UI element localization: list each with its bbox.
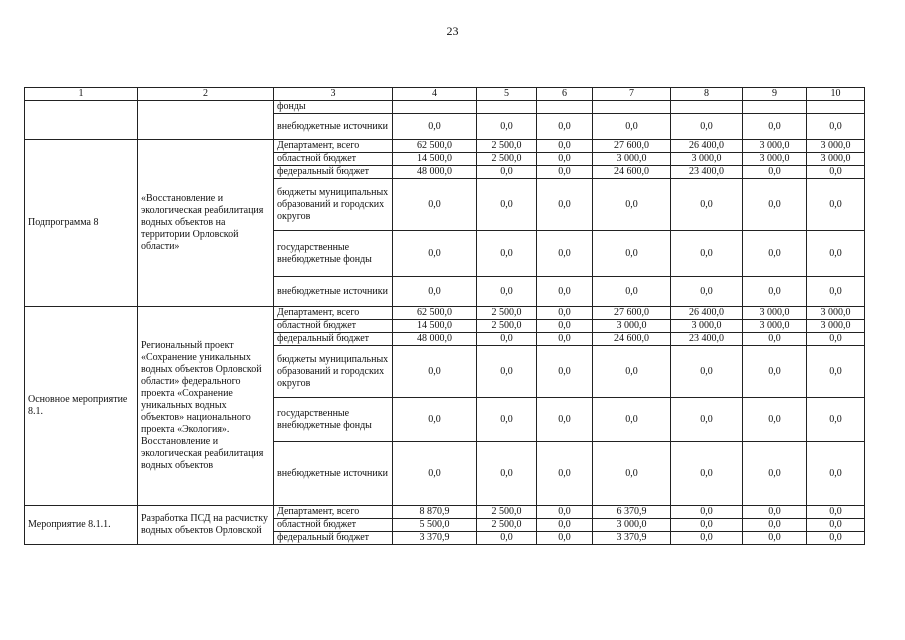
- funding-source-cell: государственные внебюджетные фонды: [274, 231, 393, 277]
- amount-cell: 0,0: [593, 231, 671, 277]
- amount-cell: 0,0: [671, 179, 743, 231]
- table-body: [25, 88, 865, 545]
- amount-cell: 0,0: [477, 398, 537, 442]
- amount-cell: 23 400,0: [671, 333, 743, 346]
- amount-cell: 0,0: [393, 346, 477, 398]
- amount-cell: 3 000,0: [593, 519, 671, 532]
- amount-cell: 0,0: [477, 346, 537, 398]
- amount-cell: 0,0: [743, 519, 807, 532]
- amount-cell: 24 600,0: [593, 333, 671, 346]
- amount-cell: 62 500,0: [393, 307, 477, 320]
- amount-cell: 0,0: [807, 519, 865, 532]
- page-number: 23: [446, 24, 459, 38]
- activity-description-cell: Региональный проект «Сохранение уникальных водных объектов Орловской области» федерального проекта «Сохранение уникальных водных объектов» национального проекта «Экология». Восстановление и экологическая реабилитация водных объектов: [138, 307, 274, 506]
- amount-cell: 0,0: [537, 519, 593, 532]
- amount-cell: 0,0: [537, 333, 593, 346]
- amount-cell: 3 000,0: [593, 320, 671, 333]
- amount-cell: 26 400,0: [671, 140, 743, 153]
- amount-cell: 0,0: [477, 114, 537, 140]
- amount-cell: 0,0: [537, 307, 593, 320]
- amount-cell: 0,0: [671, 532, 743, 545]
- amount-cell: 3 000,0: [743, 307, 807, 320]
- column-number: 6: [537, 88, 593, 101]
- amount-cell: 0,0: [537, 532, 593, 545]
- amount-cell: 0,0: [671, 277, 743, 307]
- amount-cell: 0,0: [807, 398, 865, 442]
- amount-cell: 0,0: [743, 532, 807, 545]
- amount-cell: 3 000,0: [807, 153, 865, 166]
- amount-cell: 0,0: [537, 179, 593, 231]
- amount-cell: 2 500,0: [477, 307, 537, 320]
- amount-cell: 0,0: [807, 506, 865, 519]
- amount-cell: 3 370,9: [593, 532, 671, 545]
- funding-source-cell: Департамент, всего: [274, 140, 393, 153]
- column-number: 9: [743, 88, 807, 101]
- column-number: 10: [807, 88, 865, 101]
- amount-cell: 0,0: [393, 277, 477, 307]
- table-row: [25, 140, 865, 153]
- amount-cell: 0,0: [393, 442, 477, 506]
- amount-cell: 62 500,0: [393, 140, 477, 153]
- amount-cell: 3 000,0: [671, 153, 743, 166]
- amount-cell: 0,0: [477, 231, 537, 277]
- amount-cell: 0,0: [671, 519, 743, 532]
- amount-cell: 2 500,0: [477, 320, 537, 333]
- amount-cell: 2 500,0: [477, 153, 537, 166]
- funding-source-cell: Департамент, всего: [274, 506, 393, 519]
- amount-cell: 0,0: [537, 398, 593, 442]
- amount-cell: 0,0: [807, 277, 865, 307]
- amount-cell: 0,0: [537, 320, 593, 333]
- amount-cell: 0,0: [807, 442, 865, 506]
- amount-cell: 0,0: [537, 442, 593, 506]
- amount-cell: 0,0: [671, 114, 743, 140]
- amount-cell: 0,0: [593, 179, 671, 231]
- amount-cell: 0,0: [477, 442, 537, 506]
- amount-cell: [537, 101, 593, 114]
- amount-cell: 14 500,0: [393, 320, 477, 333]
- amount-cell: 0,0: [743, 442, 807, 506]
- amount-cell: 27 600,0: [593, 140, 671, 153]
- amount-cell: 0,0: [537, 153, 593, 166]
- amount-cell: 5 500,0: [393, 519, 477, 532]
- amount-cell: 0,0: [671, 346, 743, 398]
- funding-source-cell: федеральный бюджет: [274, 166, 393, 179]
- amount-cell: 0,0: [743, 398, 807, 442]
- activity-description-cell: Разработка ПСД на расчистку водных объектов Орловской: [138, 506, 274, 545]
- amount-cell: 0,0: [593, 277, 671, 307]
- amount-cell: 0,0: [807, 346, 865, 398]
- column-number: 5: [477, 88, 537, 101]
- amount-cell: 2 500,0: [477, 519, 537, 532]
- amount-cell: [671, 101, 743, 114]
- amount-cell: 2 500,0: [477, 506, 537, 519]
- amount-cell: 0,0: [743, 231, 807, 277]
- amount-cell: 23 400,0: [671, 166, 743, 179]
- amount-cell: 0,0: [743, 179, 807, 231]
- amount-cell: 0,0: [807, 532, 865, 545]
- activity-name-cell: Подпрограмма 8: [25, 140, 138, 307]
- amount-cell: 3 000,0: [807, 140, 865, 153]
- funding-source-cell: федеральный бюджет: [274, 333, 393, 346]
- amount-cell: 0,0: [593, 442, 671, 506]
- funding-source-cell: бюджеты муниципальных образований и городских округов: [274, 346, 393, 398]
- amount-cell: 0,0: [537, 166, 593, 179]
- funding-source-cell: внебюджетные источники: [274, 442, 393, 506]
- table-row: [25, 506, 865, 519]
- activity-name-cell: Основное мероприятие 8.1.: [25, 307, 138, 506]
- amount-cell: 0,0: [593, 346, 671, 398]
- amount-cell: 0,0: [537, 231, 593, 277]
- amount-cell: 0,0: [477, 333, 537, 346]
- amount-cell: 0,0: [537, 346, 593, 398]
- amount-cell: 14 500,0: [393, 153, 477, 166]
- column-number: 3: [274, 88, 393, 101]
- amount-cell: 3 000,0: [743, 153, 807, 166]
- amount-cell: 3 000,0: [593, 153, 671, 166]
- amount-cell: 0,0: [477, 277, 537, 307]
- funding-source-cell: бюджеты муниципальных образований и городских округов: [274, 179, 393, 231]
- funding-source-cell: областной бюджет: [274, 519, 393, 532]
- amount-cell: 0,0: [671, 506, 743, 519]
- activity-name-cell: [25, 101, 138, 140]
- amount-cell: [743, 101, 807, 114]
- amount-cell: 0,0: [537, 140, 593, 153]
- amount-cell: 6 370,9: [593, 506, 671, 519]
- amount-cell: 3 000,0: [743, 140, 807, 153]
- amount-cell: 0,0: [593, 114, 671, 140]
- amount-cell: 0,0: [743, 333, 807, 346]
- column-number-row: [25, 88, 865, 101]
- amount-cell: 0,0: [807, 166, 865, 179]
- amount-cell: [593, 101, 671, 114]
- column-number: 4: [393, 88, 477, 101]
- amount-cell: 0,0: [743, 506, 807, 519]
- amount-cell: [393, 101, 477, 114]
- activity-name-cell: Мероприятие 8.1.1.: [25, 506, 138, 545]
- funding-source-cell: федеральный бюджет: [274, 532, 393, 545]
- funding-source-cell: внебюджетные источники: [274, 277, 393, 307]
- amount-cell: 0,0: [393, 231, 477, 277]
- amount-cell: 0,0: [671, 231, 743, 277]
- funding-source-cell: Департамент, всего: [274, 307, 393, 320]
- amount-cell: 0,0: [743, 166, 807, 179]
- amount-cell: 48 000,0: [393, 333, 477, 346]
- budget-table: [24, 87, 865, 545]
- table-row: [25, 101, 865, 114]
- funding-source-cell: фонды: [274, 101, 393, 114]
- amount-cell: 3 000,0: [807, 307, 865, 320]
- funding-source-cell: областной бюджет: [274, 320, 393, 333]
- column-number: 7: [593, 88, 671, 101]
- amount-cell: 0,0: [743, 114, 807, 140]
- amount-cell: 26 400,0: [671, 307, 743, 320]
- table-row: [25, 307, 865, 320]
- amount-cell: 0,0: [537, 277, 593, 307]
- funding-source-cell: внебюджетные источники: [274, 114, 393, 140]
- amount-cell: 3 370,9: [393, 532, 477, 545]
- activity-description-cell: «Восстановление и экологическая реабилитация водных объектов на территории Орловской области»: [138, 140, 274, 307]
- amount-cell: 0,0: [393, 398, 477, 442]
- amount-cell: 24 600,0: [593, 166, 671, 179]
- amount-cell: 0,0: [393, 114, 477, 140]
- amount-cell: 0,0: [743, 346, 807, 398]
- amount-cell: 3 000,0: [671, 320, 743, 333]
- amount-cell: 0,0: [743, 277, 807, 307]
- amount-cell: 0,0: [477, 179, 537, 231]
- amount-cell: 3 000,0: [807, 320, 865, 333]
- amount-cell: 0,0: [807, 333, 865, 346]
- amount-cell: 0,0: [807, 179, 865, 231]
- amount-cell: 0,0: [593, 398, 671, 442]
- amount-cell: 8 870,9: [393, 506, 477, 519]
- amount-cell: 0,0: [477, 532, 537, 545]
- amount-cell: 0,0: [807, 114, 865, 140]
- funding-source-cell: государственные внебюджетные фонды: [274, 398, 393, 442]
- funding-source-cell: областной бюджет: [274, 153, 393, 166]
- amount-cell: 2 500,0: [477, 140, 537, 153]
- amount-cell: 0,0: [537, 114, 593, 140]
- amount-cell: 0,0: [671, 398, 743, 442]
- amount-cell: 3 000,0: [743, 320, 807, 333]
- column-number: 2: [138, 88, 274, 101]
- amount-cell: 0,0: [393, 179, 477, 231]
- amount-cell: 0,0: [807, 231, 865, 277]
- activity-description-cell: [138, 101, 274, 140]
- column-number: 8: [671, 88, 743, 101]
- amount-cell: 27 600,0: [593, 307, 671, 320]
- amount-cell: 0,0: [477, 166, 537, 179]
- amount-cell: 0,0: [537, 506, 593, 519]
- amount-cell: [807, 101, 865, 114]
- amount-cell: [477, 101, 537, 114]
- amount-cell: 48 000,0: [393, 166, 477, 179]
- column-number: 1: [25, 88, 138, 101]
- amount-cell: 0,0: [671, 442, 743, 506]
